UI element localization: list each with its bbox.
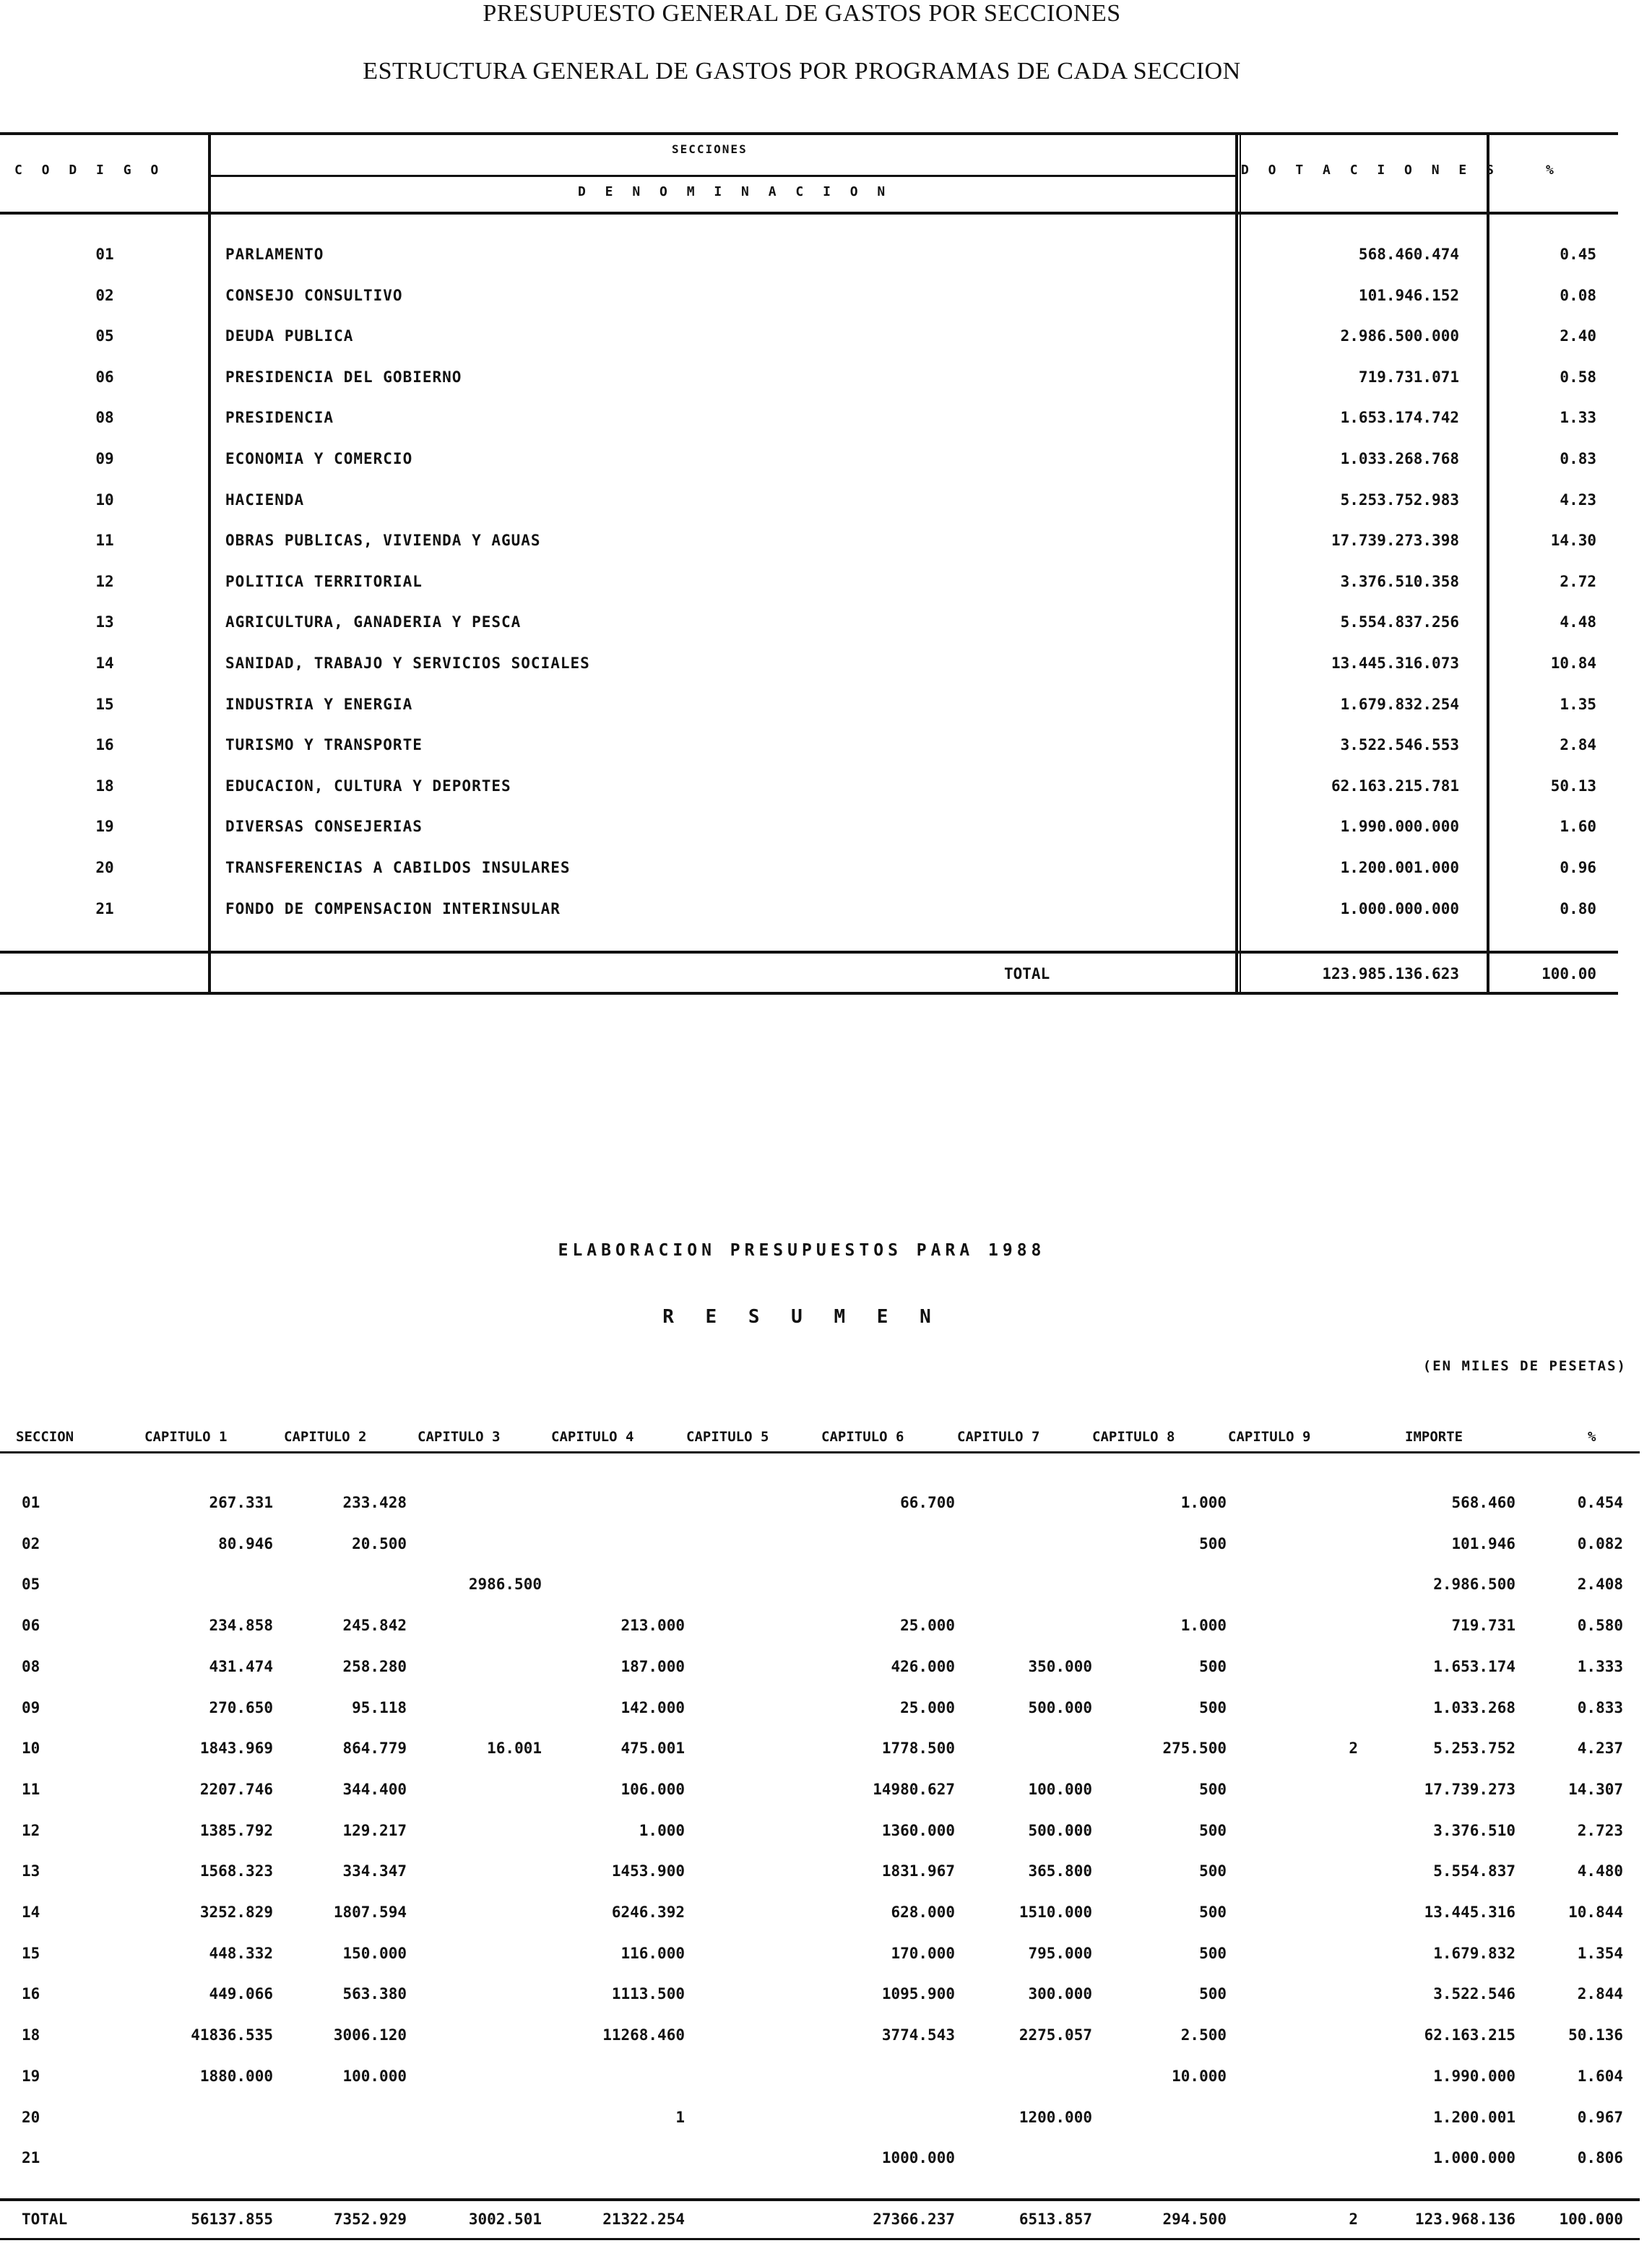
- cell-capitulo-8: 2.500: [1180, 2026, 1227, 2044]
- col-capitulo-8: CAPITULO 8: [1092, 1429, 1175, 1445]
- cell-capitulo-1: 2207.746: [199, 1780, 273, 1798]
- section-row: [0, 368, 1618, 409]
- cell-capitulo-2: 20.500: [352, 1534, 407, 1552]
- section-dotaciones: 1.653.174.742: [1340, 409, 1459, 427]
- cell-capitulo-6: 25.000: [900, 1617, 955, 1635]
- total-pct: 100.00: [1541, 965, 1596, 982]
- cell-capitulo-4: 142.000: [620, 1698, 685, 1716]
- summary-row: [0, 2109, 1652, 2149]
- cell-capitulo-4: 116.000: [620, 1944, 685, 1962]
- section-code: 12: [95, 572, 114, 590]
- section-name: AGRICULTURA, GANADERIA Y PESCA: [225, 613, 522, 631]
- section-row: [0, 246, 1618, 286]
- cell-capitulo-2: 334.347: [342, 1862, 407, 1880]
- section-name: PRESIDENCIA DEL GOBIERNO: [225, 368, 462, 386]
- cell-capitulo-1: 449.066: [209, 1985, 273, 2003]
- section-pct: 0.45: [1560, 246, 1596, 263]
- cell-pct: 1.604: [1577, 2067, 1623, 2085]
- section-code: 08: [95, 409, 114, 427]
- section-name: EDUCACION, CULTURA Y DEPORTES: [225, 777, 511, 795]
- cell-importe: 1.679.832: [1433, 1944, 1515, 1962]
- summary-row: [0, 1576, 1652, 1616]
- cell-capitulo-2: 344.400: [342, 1780, 407, 1798]
- section-dotaciones: 568.460.474: [1358, 246, 1459, 263]
- cell-capitulo-4: 1453.900: [611, 1862, 685, 1880]
- section-dotaciones: 2.986.500.000: [1340, 327, 1459, 345]
- cell-pct: 0.454: [1577, 1494, 1623, 1511]
- col-pct-summary: %: [1588, 1429, 1596, 1445]
- cell-capitulo-6: 1831.967: [881, 1862, 955, 1880]
- section-dotaciones: 5.554.837.256: [1340, 613, 1459, 631]
- section-row: [0, 450, 1618, 491]
- section-row: [0, 491, 1618, 532]
- col-denominacion: D E N O M I N A C I O N: [578, 184, 891, 199]
- cell-importe: 5.253.752: [1433, 1740, 1515, 1758]
- summary-row: [0, 1494, 1652, 1534]
- cell-capitulo-9: 2: [1349, 2211, 1358, 2228]
- summary-total-row: [0, 2211, 1652, 2251]
- cell-capitulo-2: 864.779: [342, 1740, 407, 1758]
- cell-capitulo-2: 150.000: [342, 1944, 407, 1962]
- col-pct: %: [1546, 163, 1560, 178]
- cell-capitulo-3: 16.001: [487, 1740, 542, 1758]
- cell-capitulo-6: 1778.500: [881, 1740, 955, 1758]
- section-code: 19: [95, 818, 114, 836]
- section-dotaciones: 13.445.316.073: [1331, 654, 1459, 672]
- section-code: 15: [95, 695, 114, 713]
- section-name: OBRAS PUBLICAS, VIVIENDA Y AGUAS: [225, 532, 541, 550]
- section-row: [0, 736, 1618, 777]
- cell-pct: 0.806: [1577, 2149, 1623, 2167]
- cell-importe: 1.990.000: [1433, 2067, 1515, 2085]
- document-title: PRESUPUESTO GENERAL DE GASTOS POR SECCIONES: [483, 0, 1121, 27]
- cell-pct: 1.333: [1577, 1657, 1623, 1675]
- row-seccion: 09: [22, 1698, 40, 1716]
- section-pct: 4.48: [1560, 613, 1596, 631]
- cell-capitulo-4: 1.000: [639, 1821, 685, 1839]
- cell-pct: 2.844: [1577, 1985, 1623, 2003]
- cell-capitulo-1: 3252.829: [199, 1904, 273, 1921]
- summary-row: [0, 1781, 1652, 1821]
- section-pct: 2.40: [1560, 327, 1596, 345]
- section-dotaciones: 1.033.268.768: [1340, 450, 1459, 467]
- section-code: 21: [95, 899, 114, 917]
- cell-importe: 1.653.174: [1433, 1657, 1515, 1675]
- cell-capitulo-2: 7352.929: [333, 2211, 407, 2228]
- cell-capitulo-1: 1843.969: [199, 1740, 273, 1758]
- section-code: 18: [95, 777, 114, 795]
- row-seccion: TOTAL: [22, 2211, 68, 2228]
- section-code: 06: [95, 368, 114, 386]
- cell-importe: 17.739.273: [1424, 1780, 1515, 1798]
- section-pct: 2.84: [1560, 736, 1596, 754]
- cell-importe: 1.200.001: [1433, 2108, 1515, 2126]
- section-row: [0, 777, 1618, 818]
- cell-capitulo-4: 213.000: [620, 1617, 685, 1635]
- cell-capitulo-1: 1880.000: [199, 2067, 273, 2085]
- cell-capitulo-4: 21322.254: [602, 2211, 685, 2228]
- section-pct: 10.84: [1550, 654, 1596, 672]
- cell-capitulo-1: 80.946: [218, 1534, 273, 1552]
- cell-capitulo-1: 267.331: [209, 1494, 273, 1511]
- col-capitulo-1: CAPITULO 1: [144, 1429, 228, 1445]
- section-code: 10: [95, 491, 114, 509]
- section-code: 16: [95, 736, 114, 754]
- section-row: [0, 287, 1618, 327]
- section-name: SANIDAD, TRABAJO Y SERVICIOS SOCIALES: [225, 654, 590, 672]
- section-pct: 0.08: [1560, 286, 1596, 304]
- cell-pct: 0.833: [1577, 1698, 1623, 1716]
- col-secciones: SECCIONES: [672, 142, 748, 156]
- cell-capitulo-6: 628.000: [891, 1904, 955, 1921]
- section-code: 11: [95, 532, 114, 550]
- cell-capitulo-3: 2986.500: [468, 1576, 542, 1594]
- col-seccion: SECCION: [16, 1429, 74, 1445]
- row-seccion: 10: [22, 1740, 40, 1758]
- cell-capitulo-1: 56137.855: [191, 2211, 273, 2228]
- row-seccion: 08: [22, 1657, 40, 1675]
- cell-pct: 100.000: [1559, 2211, 1623, 2228]
- cell-importe: 1.000.000: [1433, 2149, 1515, 2167]
- cell-pct: 2.408: [1577, 1576, 1623, 1594]
- summary-row: [0, 1658, 1652, 1698]
- section-name: PRESIDENCIA: [225, 409, 334, 427]
- cell-importe: 5.554.837: [1433, 1862, 1515, 1880]
- row-seccion: 12: [22, 1821, 40, 1839]
- col-capitulo-4: CAPITULO 4: [551, 1429, 634, 1445]
- section-row: [0, 613, 1618, 654]
- section-pct: 50.13: [1550, 777, 1596, 795]
- cell-capitulo-1: 1568.323: [199, 1862, 273, 1880]
- section-pct: 14.30: [1550, 532, 1596, 550]
- units-note: (EN MILES DE PESETAS): [1422, 1358, 1627, 1374]
- cell-capitulo-8: 294.500: [1162, 2211, 1227, 2228]
- cell-capitulo-8: 500: [1199, 1821, 1227, 1839]
- cell-capitulo-9: 2: [1349, 1740, 1358, 1758]
- section-code: 13: [95, 613, 114, 631]
- cell-capitulo-7: 100.000: [1028, 1780, 1092, 1798]
- row-seccion: 14: [22, 1904, 40, 1921]
- cell-capitulo-2: 95.118: [352, 1698, 407, 1716]
- row-seccion: 16: [22, 1985, 40, 2003]
- cell-capitulo-6: 27366.237: [873, 2211, 955, 2228]
- cell-importe: 568.460: [1451, 1494, 1515, 1511]
- cell-capitulo-8: 10.000: [1172, 2067, 1227, 2085]
- section-pct: 0.83: [1560, 450, 1596, 467]
- cell-capitulo-6: 1000.000: [881, 2149, 955, 2167]
- section-pct: 1.33: [1560, 409, 1596, 427]
- section-dotaciones: 1.000.000.000: [1340, 899, 1459, 917]
- col-capitulo-7: CAPITULO 7: [957, 1429, 1040, 1445]
- cell-capitulo-4: 1: [675, 2108, 685, 2126]
- cell-capitulo-7: 500.000: [1028, 1698, 1092, 1716]
- cell-pct: 1.354: [1577, 1944, 1623, 1962]
- cell-capitulo-8: 1.000: [1180, 1617, 1227, 1635]
- summary-row: [0, 2068, 1652, 2108]
- section-name: FONDO DE COMPENSACION INTERINSULAR: [225, 899, 561, 917]
- cell-capitulo-2: 129.217: [342, 1821, 407, 1839]
- cell-capitulo-4: 6246.392: [611, 1904, 685, 1921]
- cell-capitulo-4: 1113.500: [611, 1985, 685, 2003]
- row-seccion: 19: [22, 2067, 40, 2085]
- cell-importe: 1.033.268: [1433, 1698, 1515, 1716]
- section-dotaciones: 5.253.752.983: [1340, 491, 1459, 509]
- row-seccion: 13: [22, 1862, 40, 1880]
- cell-capitulo-1: 431.474: [209, 1657, 273, 1675]
- section-pct: 1.60: [1560, 818, 1596, 836]
- section-name: PARLAMENTO: [225, 246, 324, 263]
- summary-row: [0, 1699, 1652, 1740]
- row-seccion: 15: [22, 1944, 40, 1962]
- section-pct: 4.23: [1560, 491, 1596, 509]
- cell-capitulo-1: 270.650: [209, 1698, 273, 1716]
- section-code: 02: [95, 286, 114, 304]
- cell-capitulo-2: 245.842: [342, 1617, 407, 1635]
- section-dotaciones: 17.739.273.398: [1331, 532, 1459, 550]
- section-name: TURISMO Y TRANSPORTE: [225, 736, 423, 754]
- cell-capitulo-7: 300.000: [1028, 1985, 1092, 2003]
- cell-capitulo-2: 258.280: [342, 1657, 407, 1675]
- cell-capitulo-4: 475.001: [620, 1740, 685, 1758]
- cell-pct: 4.480: [1577, 1862, 1623, 1880]
- summary-title: ELABORACION PRESUPUESTOS PARA 1988: [558, 1241, 1046, 1260]
- section-code: 14: [95, 654, 114, 672]
- cell-capitulo-8: 500: [1199, 1985, 1227, 2003]
- col-capitulo-2: CAPITULO 2: [284, 1429, 367, 1445]
- col-codigo: C O D I G O: [14, 163, 165, 178]
- cell-capitulo-1: 448.332: [209, 1944, 273, 1962]
- section-row: [0, 859, 1618, 899]
- cell-importe: 2.986.500: [1433, 1576, 1515, 1594]
- cell-capitulo-8: 500: [1199, 1534, 1227, 1552]
- summary-row: [0, 2149, 1652, 2190]
- cell-capitulo-7: 6513.857: [1019, 2211, 1092, 2228]
- cell-importe: 101.946: [1451, 1534, 1515, 1552]
- section-dotaciones: 1.679.832.254: [1340, 695, 1459, 713]
- cell-capitulo-2: 563.380: [342, 1985, 407, 2003]
- col-capitulo-3: CAPITULO 3: [418, 1429, 501, 1445]
- row-seccion: 20: [22, 2108, 40, 2126]
- cell-importe: 62.163.215: [1424, 2026, 1515, 2044]
- cell-capitulo-7: 795.000: [1028, 1944, 1092, 1962]
- cell-capitulo-8: 500: [1199, 1862, 1227, 1880]
- col-capitulo-5: CAPITULO 5: [686, 1429, 769, 1445]
- section-dotaciones: 3.522.546.553: [1340, 736, 1459, 754]
- section-code: 09: [95, 450, 114, 467]
- col-importe: IMPORTE: [1405, 1429, 1463, 1445]
- cell-pct: 2.723: [1577, 1821, 1623, 1839]
- summary-row: [0, 1740, 1652, 1780]
- section-pct: 0.96: [1560, 859, 1596, 876]
- document-subtitle: ESTRUCTURA GENERAL DE GASTOS POR PROGRAMAS DE CADA SECCION: [363, 58, 1241, 85]
- section-code: 05: [95, 327, 114, 345]
- col-dotaciones: D O T A C I O N E S: [1241, 163, 1500, 178]
- row-seccion: 02: [22, 1534, 40, 1552]
- col-capitulo-9: CAPITULO 9: [1228, 1429, 1311, 1445]
- cell-importe: 3.522.546: [1433, 1985, 1515, 2003]
- cell-importe: 719.731: [1451, 1617, 1515, 1635]
- cell-capitulo-7: 350.000: [1028, 1657, 1092, 1675]
- cell-pct: 14.307: [1568, 1780, 1623, 1798]
- section-name: CONSEJO CONSULTIVO: [225, 286, 403, 304]
- cell-capitulo-6: 1095.900: [881, 1985, 955, 2003]
- section-pct: 0.58: [1560, 368, 1596, 386]
- cell-capitulo-1: 41836.535: [191, 2026, 273, 2044]
- section-pct: 0.80: [1560, 899, 1596, 917]
- section-dotaciones: 1.200.001.000: [1340, 859, 1459, 876]
- cell-capitulo-7: 2275.057: [1019, 2026, 1092, 2044]
- cell-capitulo-6: 25.000: [900, 1698, 955, 1716]
- section-row: [0, 409, 1618, 449]
- total-row: [0, 965, 1618, 1006]
- cell-capitulo-8: 500: [1199, 1944, 1227, 1962]
- col-capitulo-6: CAPITULO 6: [821, 1429, 904, 1445]
- cell-capitulo-8: 275.500: [1162, 1740, 1227, 1758]
- cell-capitulo-7: 1200.000: [1019, 2108, 1092, 2126]
- cell-capitulo-8: 500: [1199, 1698, 1227, 1716]
- row-seccion: 01: [22, 1494, 40, 1511]
- total-dotaciones: 123.985.136.623: [1322, 965, 1459, 982]
- summary-row: [0, 1862, 1652, 1903]
- section-row: [0, 696, 1618, 736]
- section-pct: 2.72: [1560, 572, 1596, 590]
- section-name: POLITICA TERRITORIAL: [225, 572, 423, 590]
- section-row: [0, 900, 1618, 941]
- section-name: DEUDA PUBLICA: [225, 327, 354, 345]
- section-dotaciones: 3.376.510.358: [1340, 572, 1459, 590]
- cell-capitulo-8: 500: [1199, 1904, 1227, 1921]
- section-row: [0, 327, 1618, 368]
- summary-row: [0, 1904, 1652, 1944]
- cell-capitulo-4: 11268.460: [602, 2026, 685, 2044]
- cell-capitulo-6: 426.000: [891, 1657, 955, 1675]
- summary-row: [0, 1617, 1652, 1657]
- cell-capitulo-6: 1360.000: [881, 1821, 955, 1839]
- cell-pct: 10.844: [1568, 1904, 1623, 1921]
- section-dotaciones: 1.990.000.000: [1340, 818, 1459, 836]
- cell-capitulo-1: 234.858: [209, 1617, 273, 1635]
- summary-subtitle: R E S U M E N: [662, 1306, 941, 1328]
- summary-row: [0, 1985, 1652, 2026]
- cell-capitulo-6: 66.700: [900, 1494, 955, 1511]
- section-name: DIVERSAS CONSEJERIAS: [225, 818, 423, 836]
- section-name: ECONOMIA Y COMERCIO: [225, 450, 413, 467]
- cell-capitulo-2: 233.428: [342, 1494, 407, 1511]
- cell-capitulo-6: 14980.627: [873, 1780, 955, 1798]
- section-dotaciones: 101.946.152: [1358, 286, 1459, 304]
- cell-capitulo-7: 365.800: [1028, 1862, 1092, 1880]
- cell-capitulo-7: 500.000: [1028, 1821, 1092, 1839]
- section-code: 20: [95, 859, 114, 876]
- cell-capitulo-6: 3774.543: [881, 2026, 955, 2044]
- cell-capitulo-8: 500: [1199, 1780, 1227, 1798]
- section-pct: 1.35: [1560, 695, 1596, 713]
- summary-row: [0, 1535, 1652, 1576]
- cell-capitulo-2: 100.000: [342, 2067, 407, 2085]
- cell-pct: 4.237: [1577, 1740, 1623, 1758]
- summary-row: [0, 1945, 1652, 1985]
- cell-pct: 0.967: [1577, 2108, 1623, 2126]
- section-name: HACIENDA: [225, 491, 305, 509]
- cell-capitulo-8: 1.000: [1180, 1494, 1227, 1511]
- section-dotaciones: 62.163.215.781: [1331, 777, 1459, 795]
- section-name: INDUSTRIA Y ENERGIA: [225, 695, 413, 713]
- cell-pct: 50.136: [1568, 2026, 1623, 2044]
- cell-capitulo-2: 1807.594: [333, 1904, 407, 1921]
- summary-row: [0, 2026, 1652, 2067]
- cell-capitulo-7: 1510.000: [1019, 1904, 1092, 1921]
- row-seccion: 05: [22, 1576, 40, 1594]
- cell-capitulo-2: 3006.120: [333, 2026, 407, 2044]
- cell-importe: 123.968.136: [1414, 2211, 1515, 2228]
- section-row: [0, 654, 1618, 695]
- row-seccion: 11: [22, 1780, 40, 1798]
- section-name: TRANSFERENCIAS A CABILDOS INSULARES: [225, 859, 571, 876]
- cell-capitulo-1: 1385.792: [199, 1821, 273, 1839]
- cell-capitulo-3: 3002.501: [468, 2211, 542, 2228]
- cell-capitulo-4: 106.000: [620, 1780, 685, 1798]
- cell-capitulo-8: 500: [1199, 1657, 1227, 1675]
- cell-importe: 3.376.510: [1433, 1821, 1515, 1839]
- row-seccion: 06: [22, 1617, 40, 1635]
- cell-capitulo-6: 170.000: [891, 1944, 955, 1962]
- row-seccion: 21: [22, 2149, 40, 2167]
- section-row: [0, 818, 1618, 858]
- summary-row: [0, 1822, 1652, 1862]
- section-code: 01: [95, 246, 114, 263]
- total-label: TOTAL: [1004, 965, 1050, 982]
- cell-pct: 0.580: [1577, 1617, 1623, 1635]
- section-row: [0, 573, 1618, 613]
- cell-importe: 13.445.316: [1424, 1904, 1515, 1921]
- section-dotaciones: 719.731.071: [1358, 368, 1459, 386]
- cell-capitulo-4: 187.000: [620, 1657, 685, 1675]
- row-seccion: 18: [22, 2026, 40, 2044]
- cell-pct: 0.082: [1577, 1534, 1623, 1552]
- section-row: [0, 532, 1618, 572]
